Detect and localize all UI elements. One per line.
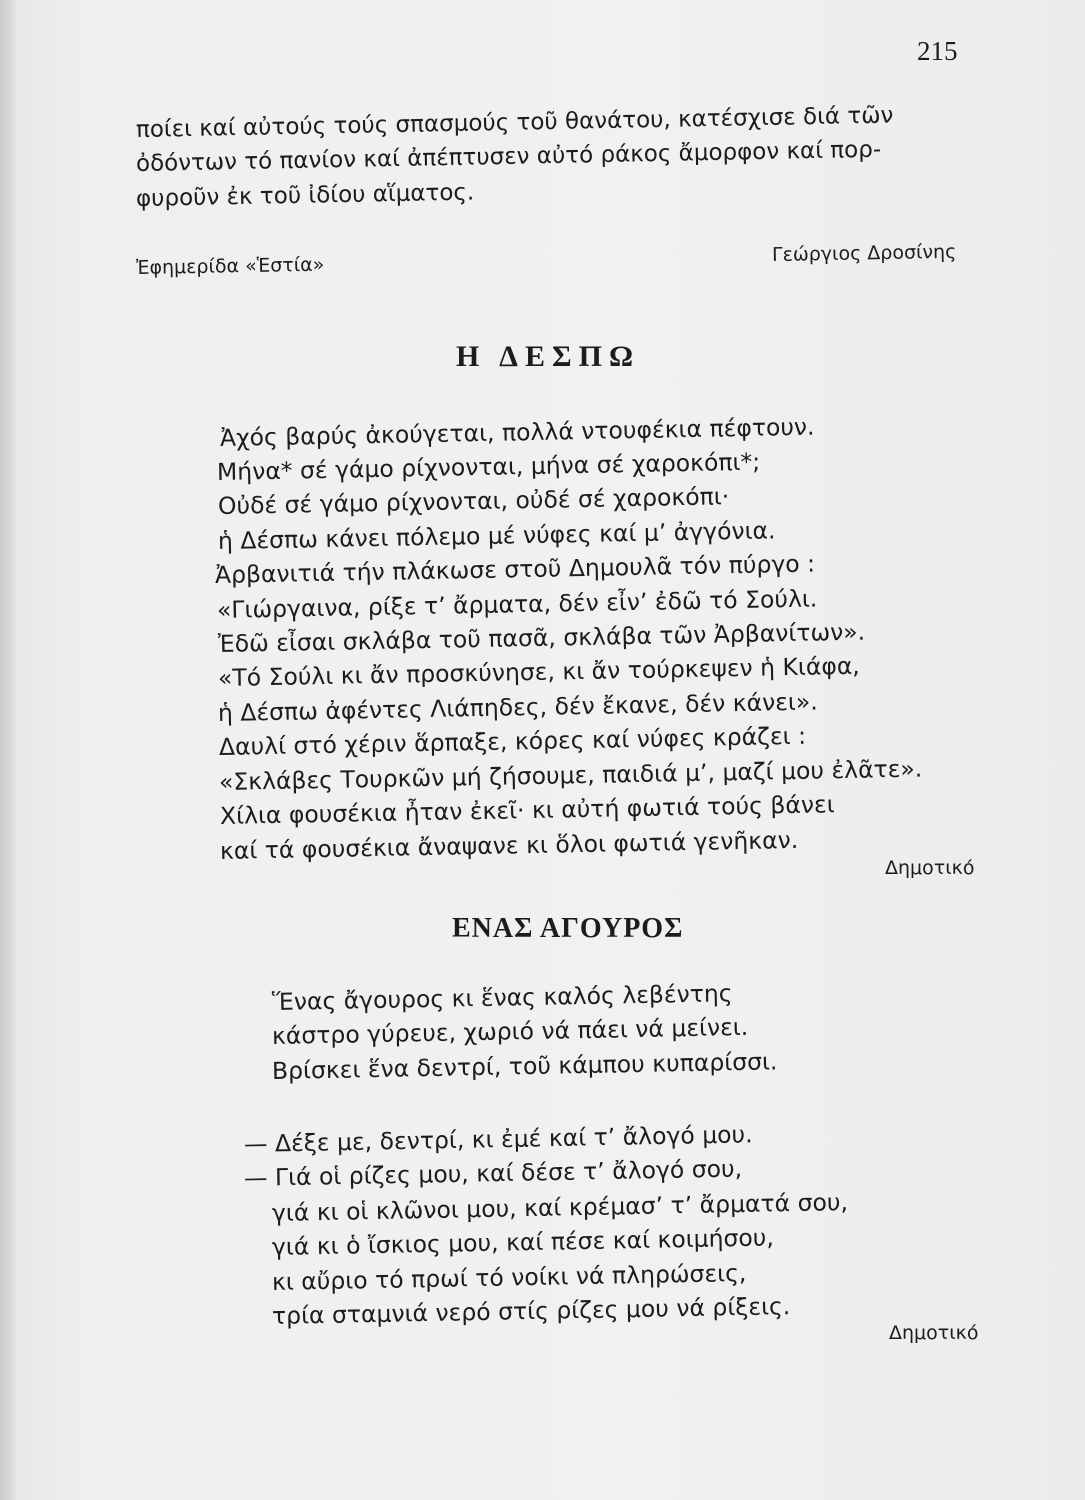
poem-line: ἡ Δέσπω ἀφέντες Λιάπηδες, δέν ἔκανε, δέν κάνει».	[217, 687, 818, 727]
poem-line: — Γιά οἱ ρίζες μου, καί δέσε τ’ ἄλογό σου,	[243, 1154, 743, 1192]
poem-line: Μήνα* σέ γάμο ρίχνονται, μήνα σέ χαροκόπι*;	[216, 447, 761, 486]
poem-line: Χίλια φουσέκια ἦταν ἐκεῖ· κι αὐτή φωτιά τούς βάνει	[219, 790, 835, 830]
poem-title: ΕΝΑΣ ΑΓΟΥΡΟΣ	[452, 913, 684, 944]
poem-line: Βρίσκει ἕνα δεντρί, τοῦ κάμπου κυπαρίσσι.	[271, 1047, 778, 1085]
prose-line: ποίει καί αὐτούς τούς σπασμούς τοῦ θανάτου, κατέσχισε διά τῶν	[135, 102, 894, 143]
prose-line: ὀδόντων τό πανίον καί ἀπέπτυσεν αὐτό ράκος ἄμορφον καί πορ-	[135, 136, 882, 177]
poem-line: γιά κι ὁ ἴσκιος μου, καί πέσε καί κοιμήσου,	[271, 1223, 775, 1261]
page-number: 215	[917, 36, 958, 66]
poem-line: Δαυλί στό χέριν ἅρπαξε, κόρες καί νύφες κράζει :	[218, 721, 807, 761]
poem-line: κι αὔριο τό πρωί τό νοίκι νά πληρώσεις,	[271, 1258, 747, 1296]
poem-line: γιά κι οἱ κλῶνοι μου, καί κρέμασ’ τ’ ἄρματά σου,	[271, 1187, 849, 1227]
author-credit: Γεώργιος Δροσίνης	[771, 240, 957, 266]
poem-line: Οὐδέ σέ γάμο ρίχνονται, οὐδέ σέ χαροκόπι·	[217, 482, 730, 520]
poem-line: καί τά φουσέκια ἄναψανε κι ὅλοι φωτιά γενῆκαν.	[219, 825, 799, 865]
poem-line: ἡ Δέσπω κάνει πόλεμο μέ νύφες καί μ’ ἀγγόνια.	[217, 516, 776, 555]
poem-line: τρία σταμνιά νερό στίς ρίζες μου νά ρίξεις.	[271, 1292, 791, 1330]
source-credit: Ἐφημερίδα «Ἑστία»	[135, 253, 325, 279]
poem-line: «Σκλάβες Τουρκῶν μή ζήσουμε, παιδιά μ’, μαζί μου ἐλᾶτε».	[218, 754, 923, 796]
poem-line: Ἐδῶ εἶσαι σκλάβα τοῦ πασᾶ, σκλάβα τῶν Ἀρβανίτων».	[217, 617, 866, 658]
poem-attribution: Δημοτικό	[885, 857, 975, 879]
poem-line: κάστρο γύρευε, χωριό νά πάει νά μείνει.	[271, 1012, 749, 1050]
page-spine-shadow	[0, 0, 18, 1500]
poem-title: Η ΔΕΣΠΩ	[456, 340, 640, 373]
poem-line: Ἕνας ἄγουρος κι ἕνας καλός λεβέντης	[271, 979, 733, 1016]
poem-line: — Δέξε με, δεντρί, κι ἐμέ καί τ’ ἄλογό μου.	[243, 1120, 753, 1158]
poem-line: Ἀρβανιτιά τήν πλάκωσε στοῦ Δημουλᾶ τόν πύργο :	[214, 549, 816, 589]
poem-line: Ἀχός βαρύς ἀκούγεται, πολλά ντουφέκια πέφτουν.	[219, 412, 815, 452]
poem-attribution: Δημοτικό	[889, 1322, 979, 1344]
poem-line: «Τό Σούλι κι ἄν προσκύνησε, κι ἄν τούρκεψεν ἡ Κιάφα,	[217, 651, 861, 692]
poem-line: «Γιώργαινα, ρίξε τ’ ἄρματα, δέν εἶν’ ἐδῶ τό Σούλι.	[216, 584, 818, 624]
prose-line: φυροῦν ἐκ τοῦ ἰδίου αἵματος.	[135, 179, 475, 212]
